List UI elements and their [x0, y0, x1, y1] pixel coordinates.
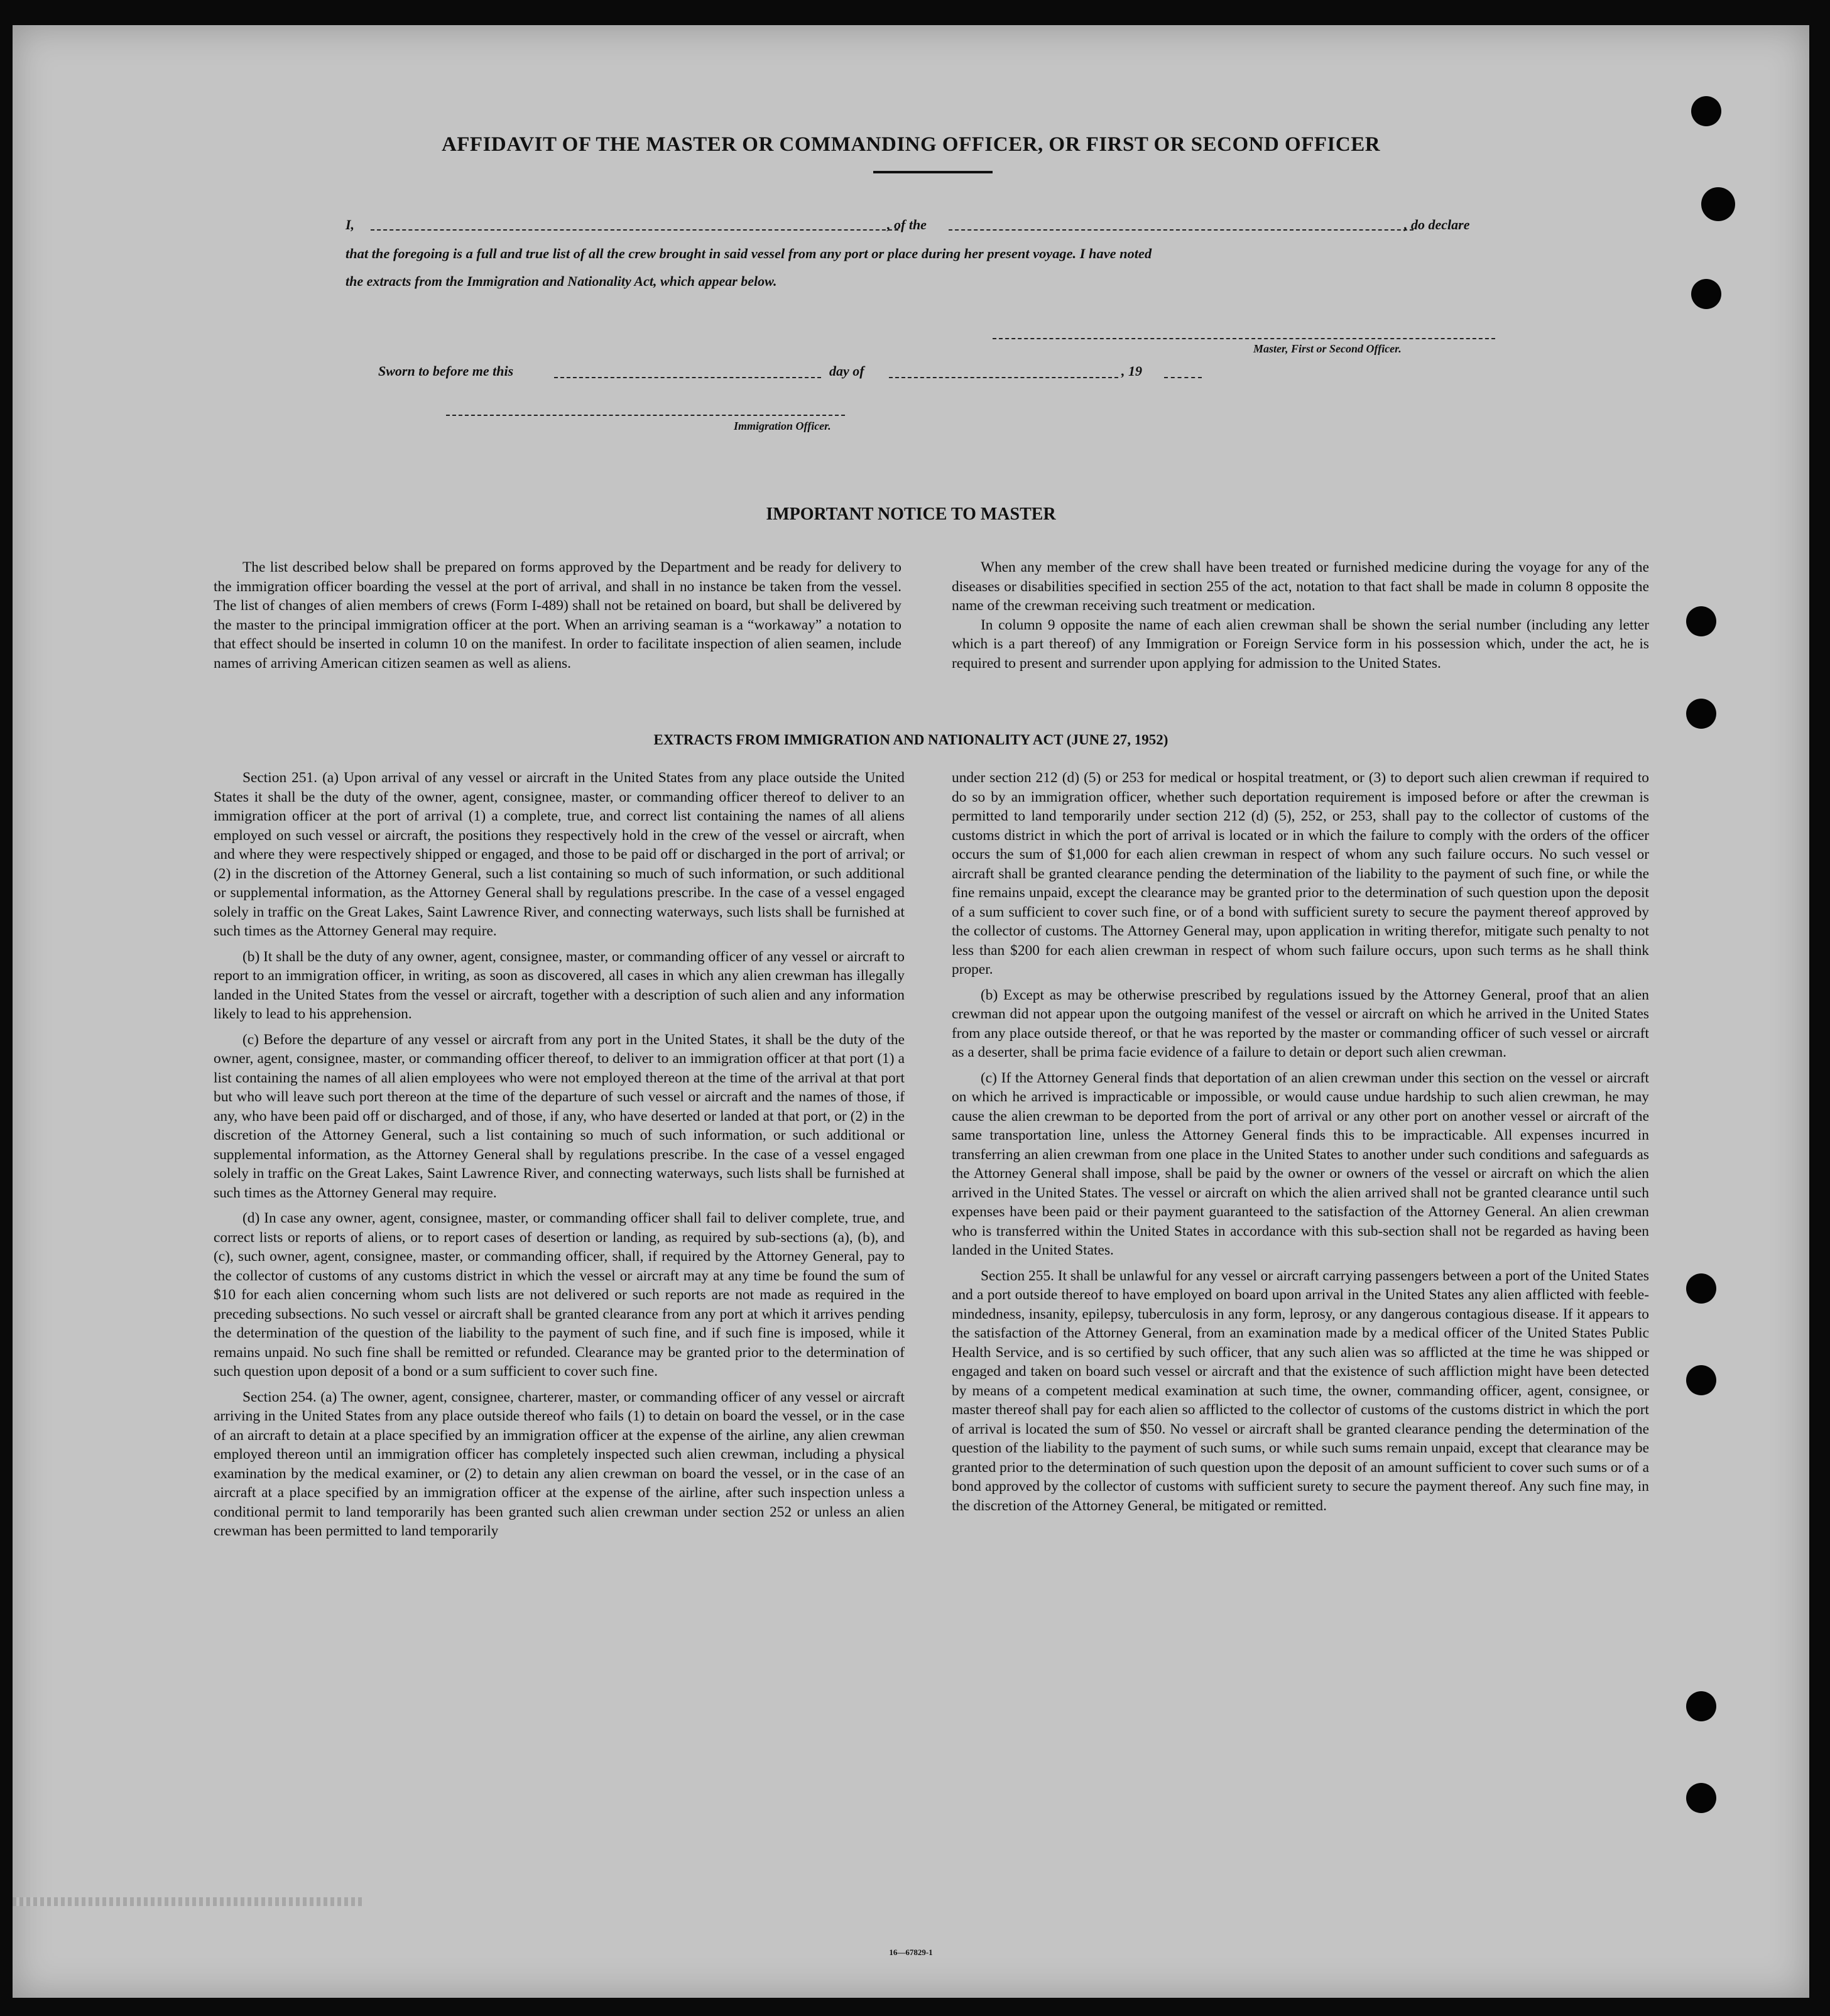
section-251-b: (b) It shall be the duty of any owner, agent, consignee, master, or commanding officer of any vessel or aircraft to report to an immigration officer, in writing, as soon as discovered, all cases in which any alien crewman has illegally landed in the United States from the vessel or aircraft, together with a description of such alien and any information likely to lead to his apprehension.: [214, 948, 905, 1022]
punch-hole: [1686, 699, 1716, 729]
name-blank[interactable]: [371, 229, 898, 231]
affidavit-title: AFFIDAVIT OF THE MASTER OR COMMANDING OFFICER, OR FIRST OR SECOND OFFICER: [441, 133, 1381, 156]
sworn-label: Sworn to before me this: [378, 363, 514, 379]
punch-hole: [1691, 96, 1721, 126]
scan-smudge: [13, 1897, 364, 1906]
declaration-do-declare: , do declare: [1404, 217, 1470, 232]
punch-hole: [1686, 1783, 1716, 1813]
vessel-blank[interactable]: [949, 229, 1413, 231]
notice-left-column: [214, 558, 901, 679]
punch-hole: [1686, 606, 1716, 636]
notice-right-paragraph-2: In column 9 opposite the name of each alien crewman shall be shown the serial number (including any letter which is a part thereof) of any Immigration or Foreign Service form in his possession which, under the act, he is required to present and surrender upon applying for admission to the United States.: [952, 616, 1649, 672]
section-254-b: (b) Except as may be otherwise prescribed by regulations issued by the Attorney General, proof that an alien crewman did not appear upon the outgoing manifest of the vessel or aircraft on which he arrived in the United States from any place outside thereof, or that he was reported by the master or commanding officer of such vessel or aircraft as a deserter, shall be prima facie evidence of a failure to detain or deport such alien crewman.: [952, 986, 1649, 1060]
declaration-line-3: the extracts from the Immigration and Nationality Act, which appear below.: [346, 273, 777, 289]
document-page: [13, 25, 1809, 1998]
sworn-day-blank[interactable]: [554, 377, 821, 378]
section-254-a-continued: under section 212 (d) (5) or 253 for medical or hospital treatment, or (3) to deport such alien crewman if required to do so by an immigration officer, whether such deportation requirement is imposed before or after the crewman is permitted to land temporarily under section 212 (d) (5), 252, or 253, shall pay to the collector of customs of the customs district in which the port of arrival is located or in which the failure to comply with the orders of the officer occurs the sum of $1,000 for each alien crewman in respect of whom any such failure occurs. No such vessel or aircraft shall be granted clearance pending the determination of the liability to the payment of such fine, or while the fine remains unpaid, except the clearance may be granted prior to the determination of such question upon the deposit of a sum sufficient to cover such fine, or of a bond with sufficient surety to secure the payment thereof approved by the collector of customs. The Attorney General may, upon application in writing therefor, mitigate such penalty to not less than $200 for each alien crewman in respect of whom such failure occurs, upon such terms as he shall think proper.: [952, 770, 1649, 978]
section-251-c: (c) Before the departure of any vessel or aircraft from any port in the United States, it shall be the duty of the owner, agent, consignee, master, or commanding officer thereof, to deliver to an immigration officer at that port (1) a list containing the names of all alien employees who were not employed thereon at the time of the arrival at that port but who will leave such port thereon at the time of the departure of such vessel or aircraft and the names of those, if any, who have been paid off or discharged, and of those, if any, who have deserted or landed at that port, or (2) in the discretion of the Attorney General, such a list containing so much of such information, or such additional or supplemental information, as the Attorney General shall by regulations prescribe. In the case of a vessel engaged solely in traffic on the Great Lakes, Saint Lawrence River, and connecting waterways, such lists shall be furnished at such times as the Attorney General may require.: [214, 1031, 905, 1201]
day-of-label: day of: [829, 363, 864, 379]
section-255: Section 255. It shall be unlawful for any vessel or aircraft carrying passengers between a port of the United States and a port outside thereof to have employed on board upon arrival in the United States any alien afflicted with feeble-mindedness, insanity, epilepsy, tuberculosis in any form, leprosy, or any dangerous contagious disease. If it appears to the satisfaction of the Attorney General, from an examination made by a medical officer of the United States Public Health Service, and is so certified by such officer, that any such alien was so afflicted at the time he was shipped or engaged and taken on board such vessel or aircraft and that the existence of such affliction might have been detected by means of a competent medical examination at such time, the owner, commanding officer, agent, consignee, or master thereof shall pay for each alien so afflicted to the collector of customs of the customs district in which the port of arrival is located the sum of $50. No vessel or aircraft shall be granted clearance pending the determination of the question of the liability to the payment of such sums, or while such sums remain unpaid, except that clearance may be granted prior to the determination of such question upon the deposit of an amount sufficient to cover such sums or of a bond approved by the collector of customs with sufficient surety to secure the payment thereof. Any such fine may, in the discretion of the Attorney General, be mitigated or remitted.: [952, 1267, 1649, 1514]
sworn-year-blank[interactable]: [1164, 377, 1202, 378]
immigration-officer-line[interactable]: [446, 415, 845, 416]
punch-hole: [1691, 279, 1721, 309]
notice-right-column: [952, 558, 1649, 679]
form-code: 16—67829-1: [889, 1948, 933, 1957]
punch-hole: [1686, 1365, 1716, 1395]
title-rule: [873, 171, 993, 173]
punch-hole: [1686, 1273, 1716, 1304]
section-254-a: Section 254. (a) The owner, agent, consignee, charterer, master, or commanding officer of any vessel or aircraft arriving in the United States from any place outside thereof who fails (1) to detain on board the vessel, or in the case of an aircraft to detain at a place specified by an immigration officer at the expense of the airline, any alien crewman employed thereon until an immigration officer has completely inspected such alien crewman, including a physical examination by the medical examiner, or (2) to detain any alien crewman on board the vessel, or in the case of an aircraft at a place specified by an immigration officer at the expense of the airline, after such inspection unless a conditional permit to land temporarily has been granted such alien crewman under section 252 or unless an alien crewman has been permitted to land temporarily: [214, 1388, 905, 1539]
punch-hole: [1701, 187, 1735, 221]
extracts-left-column: [214, 768, 905, 1547]
master-caption: Master, First or Second Officer.: [1253, 342, 1402, 355]
declaration-of-the: , of the: [887, 217, 927, 232]
sworn-month-blank[interactable]: [889, 377, 1118, 378]
notice-right-paragraph-1: When any member of the crew shall have been treated or furnished medicine during the voyage for any of the diseases or disabilities specified in section 255 of the act, notation to that fact shall be made in column 8 opposite the name of the crewman receiving such treatment or medication.: [952, 559, 1649, 614]
notice-heading: IMPORTANT NOTICE TO MASTER: [766, 504, 1056, 524]
section-251-d: (d) In case any owner, agent, consignee, master, or commanding officer shall fail to deliver complete, true, and correct lists or reports of aliens, or to report cases of desertion or landing, as required by sub-sections (a), (b), and (c), such owner, agent, consignee, master, or commanding officer, shall, if required by the Attorney General, pay to the collector of customs of any customs district in which the vessel or aircraft may at any time be found the sum of $10 for each alien concerning whom such lists are not delivered or such reports are not made as required in the preceding subsections. No such vessel or aircraft shall be granted clearance from any port at which it arrives pending the determination of the question of the liability to the payment of such fine, and if such fine is imposed, while it remains unpaid. No such fine shall be remitted or refunded. Clearance may be granted prior to the determination of such question upon deposit of a bond or a sum sufficient to cover such fine.: [214, 1210, 905, 1380]
section-254-c: (c) If the Attorney General finds that deportation of an alien crewman under this section on the vessel or aircraft on which he arrived is impracticable or impossible, or would cause undue hardship to such alien crewman, he may cause the alien crewman to be deported from the port of arrival or any other port on another vessel or aircraft of the same transportation line, unless the Attorney General finds this to be impracticable. All expenses incurred in transferring an alien crewman from one place in the United States to another under such conditions and safeguards as the Attorney General shall impose, shall be paid by the owner or owners of the vessel or aircraft on which the alien arrived in the United States. The vessel or aircraft on which the alien arrived shall not be granted clearance until such expenses have been paid or their payment guaranteed to the satisfaction of the Attorney General. An alien crewman who is transferred within the United States in accordance with this sub-section shall not be regarded as having been landed in the United States.: [952, 1069, 1649, 1258]
master-signature-line[interactable]: [993, 338, 1495, 339]
section-251-a: Section 251. (a) Upon arrival of any vessel or aircraft in the United States from any place outside the United States it shall be the duty of the owner, agent, consignee, master, or commanding officer thereof to deliver to an immigration officer at the port of arrival (1) a complete, true, and correct list containing the names of all aliens employed on such vessel or aircraft, the positions they respectively hold in the crew of the vessel or aircraft, when and where they were respectively shipped or engaged, and those to be paid off or discharged in the port of arrival; or (2) in the discretion of the Attorney General, such a list containing so much of such information, or such additional or supplemental information, as the Attorney General shall by regulations prescribe. In the case of a vessel engaged solely in traffic on the Great Lakes, Saint Lawrence River, and connecting waterways, such lists shall be furnished at such times as the Attorney General may require.: [214, 770, 905, 939]
declaration-line-2: that the foregoing is a full and true list of all the crew brought in said vessel from any port or place during her present voyage. I have noted: [346, 246, 1152, 261]
year-label: , 19: [1121, 363, 1142, 379]
notice-left-paragraph: The list described below shall be prepared on forms approved by the Department and be ready for delivery to the immigration officer boarding the vessel at the port of arrival, and shall in no instance be taken from the vessel. The list of changes of alien members of crews (Form I-489) shall not be retained on board, but shall be delivered by the master to the principal immigration officer at the port. When an arriving seaman is a “workaway” a notation to that effect should be inserted in column 10 on the manifest. In order to facilitate inspection of alien seamen, include names of arriving American citizen seamen as well as aliens.: [214, 559, 901, 672]
extracts-heading: EXTRACTS FROM IMMIGRATION AND NATIONALITY ACT (JUNE 27, 1952): [653, 732, 1168, 748]
punch-hole: [1686, 1691, 1716, 1721]
extracts-right-column: [952, 768, 1649, 1522]
immigration-officer-caption: Immigration Officer.: [734, 420, 831, 432]
declaration-i: I,: [346, 217, 355, 232]
